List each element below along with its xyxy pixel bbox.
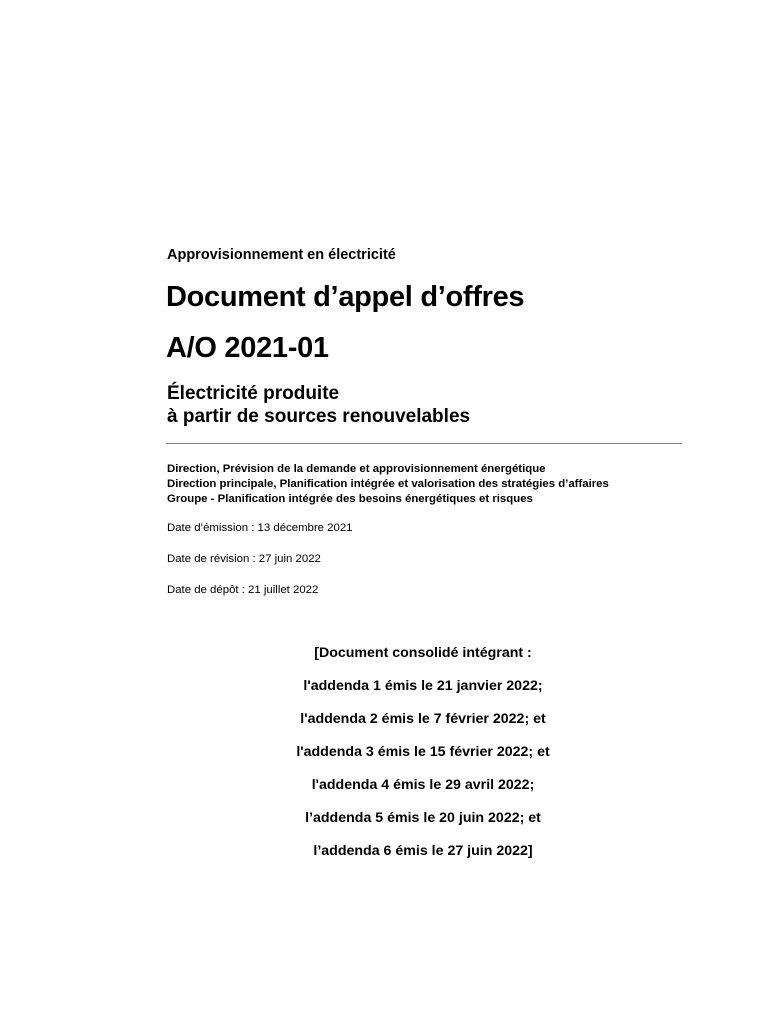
organization-line: Direction principale, Planification intégrée et valorisation des stratégies d’affaires: [167, 478, 609, 490]
addendum-line: l'addenda 3 émis le 15 février 2022; et: [296, 744, 550, 760]
deposit-date: Date de dépôt : 21 juillet 2022: [167, 584, 319, 596]
document-subtitle-line-2: à partir de sources renouvelables: [167, 406, 471, 427]
consolidation-note: [0, 644, 770, 875]
addendum-line: l'addenda 1 émis le 21 janvier 2022;: [303, 678, 543, 694]
addendum-line: l'addenda 4 émis le 29 avril 2022;: [311, 777, 535, 793]
organization-line: Direction, Prévision de la demande et approvisionnement énergétique: [167, 463, 546, 475]
document-title: Document d’appel d’offres: [166, 281, 525, 313]
horizontal-divider: [166, 443, 682, 444]
addendum-line: l'addenda 2 émis le 7 février 2022; et: [300, 711, 546, 727]
document-number: A/O 2021-01: [166, 332, 329, 364]
revision-date: Date de révision : 27 juin 2022: [167, 553, 321, 565]
document-category: Approvisionnement en électricité: [167, 247, 396, 263]
document-subtitle-line-1: Électricité produite: [167, 383, 340, 404]
addendum-line: l’addenda 5 émis le 20 juin 2022; et: [305, 810, 541, 826]
addendum-line: l’addenda 6 émis le 27 juin 2022]: [313, 843, 533, 859]
organization-line: Groupe - Planification intégrée des besoins énergétiques et risques: [167, 493, 533, 505]
consolidation-heading: [Document consolidé intégrant :: [314, 645, 532, 661]
issue-date: Date d’émission : 13 décembre 2021: [167, 522, 353, 534]
organization-block: [167, 462, 609, 507]
